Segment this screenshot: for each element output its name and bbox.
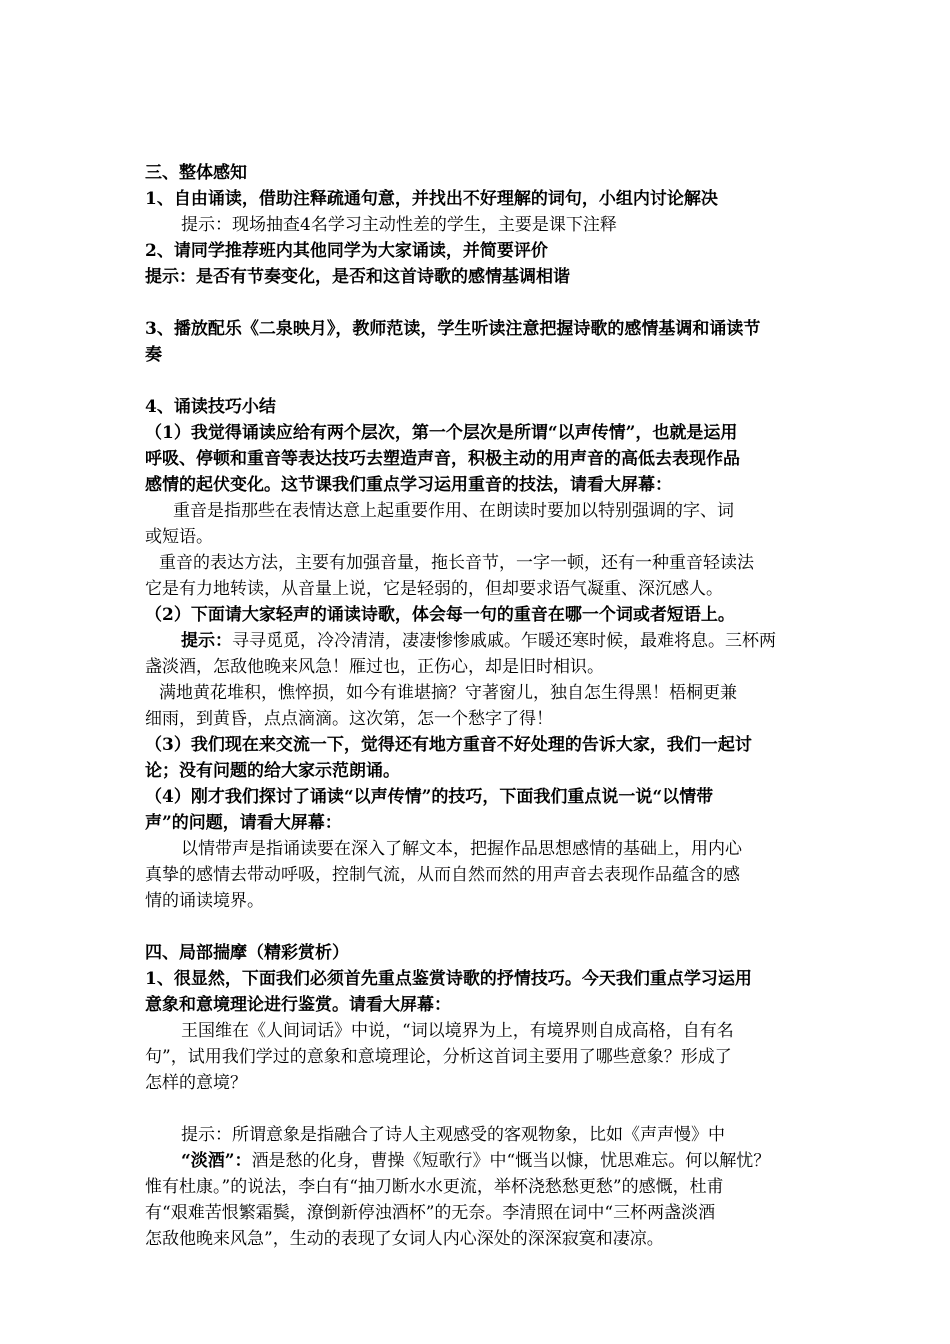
paragraph-line [145,1148,813,1174]
section-heading-3: 三、整体感知 [145,163,247,183]
poem-line [145,628,813,654]
paragraph-line: （3）我们现在来交流一下，觉得还有地方重音不好处理的告诉大家，我们一起讨 [145,735,752,755]
paragraph-line: 或短语。 [145,527,213,547]
paragraph-line: 感情的起伏变化。这节课我们重点学习运用重音的技法，请看大屏幕： [145,475,672,495]
paragraph-line: 句”，试用我们学过的意象和意境理论，分析这首词主要用了哪些意象？形成了 [145,1047,732,1067]
paragraph-line: （2）下面请大家轻声的诵读诗歌，体会每一句的重音在哪一个词或者短语上。 [145,605,735,625]
poem-line: 细雨，到黄昏，点点滴滴。这次第，怎一个愁字了得！ [145,709,553,729]
paragraph-line: 论；没有问题的给大家示范朗诵。 [145,761,400,781]
paragraph-line: 怎敌他晚来风急”，生动的表现了女词人内心深处的深深寂寞和凄凉。 [145,1229,664,1249]
hint-label: 提示： [181,631,232,651]
paragraph-line: 真挚的感情去带动呼吸，控制气流，从而自然而然的用声音去表现作品蕴含的感 [145,865,740,885]
paragraph-line: （1）我觉得诵读应给有两个层次，第一个层次是所谓“以声传情”，也就是运用 [145,423,738,443]
keyword-text: 酒是愁的化身，曹操《短歌行》中“慨当以慷，忧思难忘。何以解忧？ [251,1151,771,1171]
paragraph-line: 2、请同学推荐班内其他同学为大家诵读，并简要评价 [145,241,548,261]
blank-line [145,290,813,316]
paragraph-line: 奏 [145,345,162,365]
paragraph-line: 它是有力地转读，从音量上说，它是轻弱的，但却要求语气凝重、深沉感人。 [145,579,723,599]
paragraph-line: 王国维在《人间词话》中说，“词以境界为上，有境界则自成高格，自有名 [181,1021,734,1041]
paragraph-line: 呼吸、停顿和重音等表达技巧去塑造声音，积极主动的用声音的高低去表现作品 [145,449,740,469]
paragraph-line: 重音是指那些在表情达意上起重要作用、在朗读时要加以特别强调的字、词 [173,501,734,521]
poem-line: 满地黄花堆积，憔悴损，如今有谁堪摘？守著窗儿，独自怎生得黑！梧桐更兼 [159,683,737,703]
paragraph-line: 有“艰难苦恨繁霜鬓，潦倒新停浊酒杯”的无奈。李清照在词中“三杯两盏淡酒 [145,1203,716,1223]
hint-line: 提示：是否有节奏变化，是否和这首诗歌的感情基调相谐 [145,267,570,287]
document-body [145,160,813,1252]
paragraph-line: 重音的表达方法，主要有加强音量，拖长音节，一字一顿，还有一种重音轻读法 [159,553,754,573]
paragraph-line: 惟有杜康。”的说法，李白有“抽刀断水水更流，举杯浇愁愁更愁”的感慨，杜甫 [145,1177,724,1197]
keyword-label: “淡酒”： [181,1151,252,1171]
section-heading-4: 四、局部揣摩（精彩赏析） [145,943,349,963]
paragraph-line: 1、很显然，下面我们必须首先重点鉴赏诗歌的抒情技巧。今天我们重点学习运用 [145,969,752,989]
paragraph-line: 3、播放配乐《二泉映月》，教师范读，学生听读注意把握诗歌的感情基调和诵读节 [145,319,761,339]
subsection-heading: 4、诵读技巧小结 [145,397,276,417]
blank-line [145,1096,813,1122]
poem-line: 盏淡酒，怎敌他晚来风急！雁过也，正伤心，却是旧时相识。 [145,657,604,677]
paragraph-line: 以情带声是指诵读要在深入了解文本，把握作品思想感情的基础上，用内心 [181,839,742,859]
paragraph-line: 1、自由诵读，借助注释疏通句意，并找出不好理解的词句，小组内讨论解决 [145,189,718,209]
blank-line [145,914,813,940]
paragraph-line: 意象和意境理论进行鉴赏。请看大屏幕： [145,995,451,1015]
hint-line: 提示：所谓意象是指融合了诗人主观感受的客观物象，比如《声声慢》中 [181,1125,725,1145]
blank-line [145,368,813,394]
hint-line: 提示：现场抽查4名学习主动性差的学生，主要是课下注释 [181,215,617,235]
paragraph-line: （4）刚才我们探讨了诵读“以声传情”的技巧，下面我们重点说一说“以情带 [145,787,714,807]
paragraph-line: 情的诵读境界。 [145,891,264,911]
poem-text: 寻寻觅觅，冷冷清清，凄凄惨惨戚戚。乍暖还寒时候，最难将息。三杯两 [232,631,776,651]
paragraph-line: 声”的问题，请看大屏幕： [145,813,342,833]
paragraph-line: 怎样的意境？ [145,1073,247,1093]
